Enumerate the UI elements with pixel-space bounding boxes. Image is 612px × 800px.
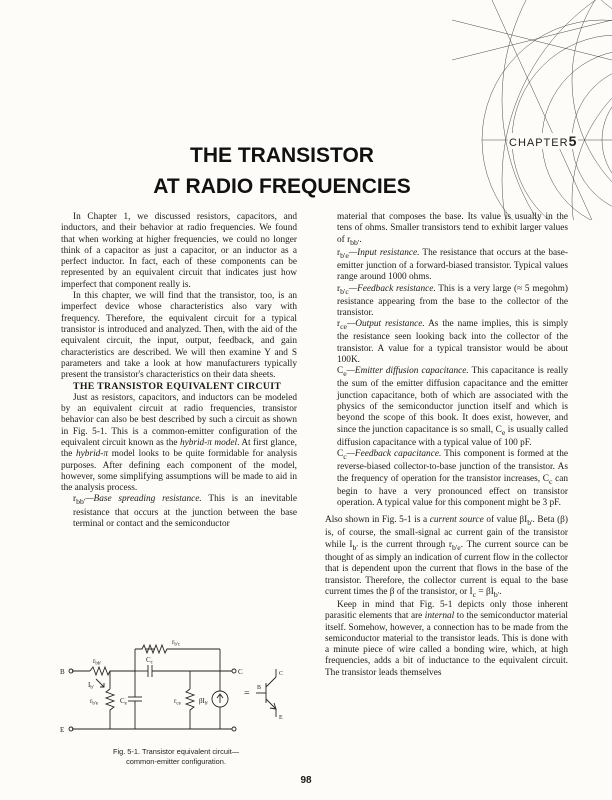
title-line-1: THE TRANSISTOR	[190, 144, 374, 167]
right-column	[325, 212, 568, 679]
intro-paragraph-1: In Chapter 1, we discussed resistors, capacitors, and inductors, and their behavior at radio frequencies. We found that when working at higher frequencies, we could no longer think of a capacitor as just a capacitor, or an inductor as a perfect inductor. In fact, each of these components can be represented by an equivalent circuit that indicates just how imperfect that component really is.	[61, 212, 297, 290]
label-rbb: $r_{bb'}$	[93, 657, 102, 667]
title-line-2: AT RADIO FREQUENCIES	[153, 175, 411, 198]
page-number: 98	[300, 775, 312, 786]
definition-rbe: $r_{b'e}—Input$ resistance. The resistance that occurs at the base-emitter junction of a forward-biased transistor. Typical values range around 1000 ohms.	[337, 247, 568, 283]
parasitic-paragraph: Keep in mind that Fig. 5-1 depicts only those inherent parasitic elements that are internal to the semiconductor material itself. Somehow, however, a connection has to be made from the semiconductor material to the transistor leads. This is done with a minute piece of wire called a bonding wire, which, at high frequencies, adds a bit of inductance to the equivalent circuit. The transistor leads themselves	[325, 599, 568, 678]
intro-paragraph-2: In this chapter, we will find that the transistor, too, is an imperfect device whose characteristics also vary with frequency. Therefore, the equivalent circuit for a typical transistor is introduced and analyzed. Then, with the aid of the equivalent circuit, the input, output, feedback, and gain characteristics are described. We will then examine Y and S parameters and take a look at how manufacturers typically present the transistor's characteristics on their data sheets.	[61, 291, 297, 381]
left-column	[61, 212, 297, 530]
definition-rce: $r_{ce}—Output$ resistance. As the name implies, this is simply the resistance seen looking back into the collector of the transistor. A value for a typical transistor would be about 100K.	[337, 319, 568, 365]
symbol-b: B	[257, 685, 262, 691]
node-e: E	[60, 726, 65, 734]
label-rce: $r_{ce}$	[174, 697, 181, 707]
symbol-c: C	[279, 671, 284, 677]
figure-caption: Fig. 5-1. Transistor equivalent circuit— common-emitter configuration.	[112, 747, 240, 766]
label-ib: $I_{b'}$	[88, 681, 94, 691]
chapter-title	[152, 140, 412, 202]
equivalent-circuit-figure	[60, 633, 292, 753]
definition-cc: $C_c—Feedback$ capacitance. This component is formed at the reverse-biased collector-to-base junction of the transistor. As the frequency of operation for the transistor increases, $C_c$ can begin to have a very pronounced effect on transistor operation. A typical value for this component might be 3 pF.	[337, 449, 568, 508]
symbol-e: E	[279, 715, 283, 721]
label-current-source: $\beta I_{b'}$	[199, 697, 209, 707]
definition-rbc: $r_{b'c}—Feedback$ resistance. This is a very large (≈ 5 megohm) resistance appearing from the base to the collector of the transistor.	[337, 283, 568, 318]
definition-rbb: $r_{bb'}—Base$ spreading resistance. This is an inevitable resistance that occurs at the junction between the base terminal or contact and the semiconductor	[73, 494, 297, 529]
rbb-continuation: material that composes the base. Its value is usually in the tens of ohms. Smaller transistors tend to exhibit larger values of $r_{bb'}$.	[337, 212, 568, 247]
chapter-number: 5	[568, 133, 578, 149]
node-b: B	[60, 668, 65, 676]
current-source-paragraph: Also shown in Fig. 5-1 is a current source of value $\beta I_{b'}$. Beta (β) is, of course, the small-signal ac current gain of the transistor while $I_{b'}$ is the current through $r_{b'e}$. The current source can be thought of as simply an indication of current flow in the collector that is dependent upon the current that flows in the base of the transistor. Therefore, the collector current is equal to the base current times the β of the transistor, or $I_c = \beta I_{b'}$.	[325, 515, 568, 599]
label-ce: $C_e$	[120, 697, 127, 707]
definition-ce: $C_e—Emitter$ diffusion capacitance. This capacitance is really the sum of the emitter diffusion capacitance and the emitter junction capacitance, both of which are associated with the physics of the semiconductor junction itself and which is beyond the scope of this book. It does exist, however, and since the junction capacitance is so small, $C_e$ is usually called diffusion capacitance with a typical value of 100 pF.	[337, 366, 568, 448]
node-c: C	[238, 668, 243, 676]
section-heading: THE TRANSISTOR EQUIVALENT CIRCUIT	[73, 381, 282, 393]
equals-sign: =	[244, 688, 250, 699]
label-rbc: $r_{b'c}$	[172, 638, 180, 648]
chapter-label: CHAPTER5	[509, 133, 578, 149]
smith-chart-decoration	[392, 0, 612, 220]
label-rbe: $r_{b'e}$	[90, 697, 98, 707]
label-cc: $C_c$	[146, 656, 153, 666]
section-paragraph: Just as resistors, capacitors, and inductors can be modeled by an equivalent circuit at radio frequencies, transistor behavior can also be best described by such a circuit as shown in Fig. 5-1. This is a common-emitter configuration of the equivalent circuit known as the hybrid-π model. At first glance, the hybrid-π model looks to be quite formidable for analysis purposes. After defining each component of the model, however, some simplifying assumptions will be made to aid in the analysis process.	[61, 392, 298, 494]
